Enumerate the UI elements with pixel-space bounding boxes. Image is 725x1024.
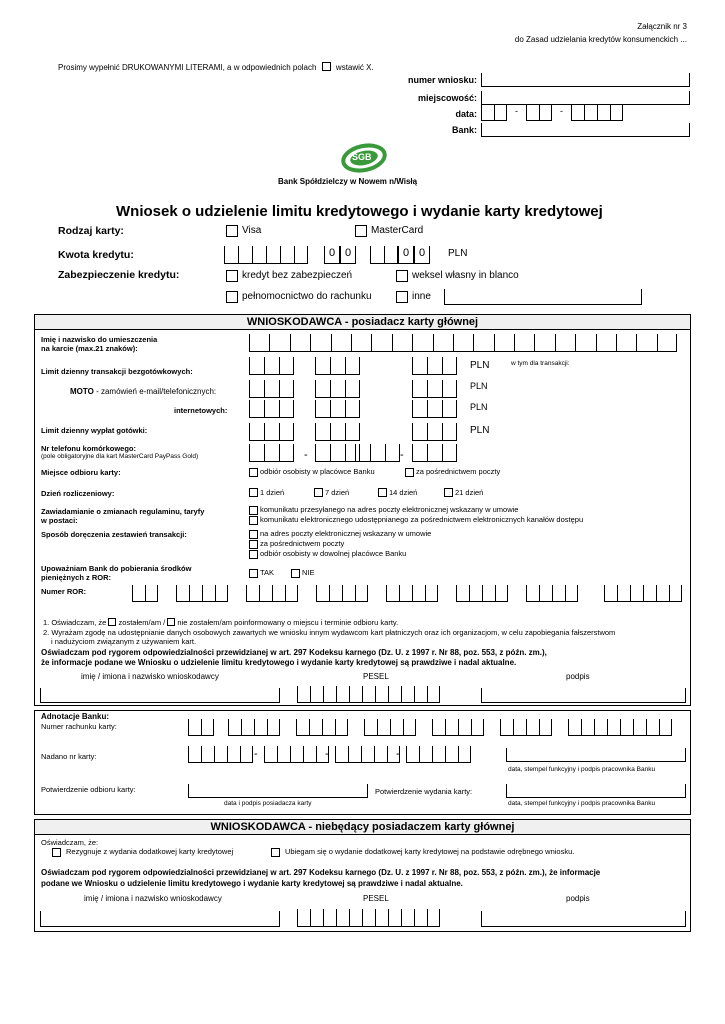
bank-input[interactable] bbox=[482, 123, 688, 136]
statement-branch-label: odbiór osobisty w dowolnej placówce Banku bbox=[260, 549, 407, 558]
ror-number-cells-6[interactable] bbox=[456, 585, 508, 602]
field-tick bbox=[689, 91, 690, 105]
card-type-label: Rodzaj karty: bbox=[58, 225, 124, 237]
settle-day-1-label: 1 dzień bbox=[260, 488, 285, 497]
cash-limit-cells-a[interactable] bbox=[249, 423, 294, 441]
moto-label-bold: MOTO bbox=[70, 387, 94, 396]
cardholder-name-cells[interactable] bbox=[249, 334, 677, 352]
credit-amount-hundreds-cells[interactable] bbox=[370, 246, 398, 264]
supp-oath-line-2: podane we Wniosku o udzielenie limitu kredytowego i wydanie karty kredytowej są prawdziwe i nadal aktualne. bbox=[41, 879, 463, 888]
bank-label: Bank: bbox=[451, 125, 477, 135]
security-label: Zabezpieczenie kredytu: bbox=[58, 269, 180, 281]
card-number-cells-2[interactable] bbox=[264, 746, 329, 763]
pickup-post-checkbox[interactable] bbox=[405, 468, 414, 477]
security-other-checkbox[interactable] bbox=[396, 291, 408, 303]
oath-line-2: że informacje podane we Wniosku o udzielenie limitu kredytowego i wydanie karty kredytowej są prawdziwe i nadal aktualne. bbox=[41, 658, 517, 667]
date-month-cells[interactable] bbox=[526, 105, 552, 121]
ror-number-cells-3[interactable] bbox=[246, 585, 298, 602]
card-number-cells-1[interactable] bbox=[188, 746, 253, 763]
date-dash: - bbox=[560, 106, 563, 116]
internet-currency: PLN bbox=[470, 402, 488, 412]
cashless-limit-label: Limit dzienny transakcji bezgotówkowych: bbox=[41, 367, 193, 376]
per-transaction-label: w tym dla transakcji: bbox=[511, 360, 570, 367]
date-label: data: bbox=[455, 109, 477, 119]
card-number-cells-3[interactable] bbox=[335, 746, 400, 763]
cashless-limit-currency: PLN bbox=[470, 360, 490, 371]
bank-stamp-caption-1: data, stempel funkcyjny i podpis pracownika Banku bbox=[508, 766, 656, 773]
card-account-cells-1[interactable] bbox=[188, 719, 214, 736]
security-none-label: kredyt bez zabezpieczeń bbox=[242, 270, 353, 281]
signature-name-label: imię / imiona i nazwisko wnioskodawcy bbox=[81, 672, 219, 681]
card-number-dash: - bbox=[396, 748, 400, 760]
card-account-cells-6[interactable] bbox=[500, 719, 552, 736]
application-number-label: numer wniosku: bbox=[407, 75, 477, 85]
card-account-label: Numer rachunku karty: bbox=[41, 722, 117, 731]
phone-cells-a[interactable] bbox=[249, 444, 294, 462]
notify-email-label: komunikatu przesyłanego na adres poczty elektronicznej wskazany w umowie bbox=[260, 505, 519, 514]
ror-no-label: NIE bbox=[302, 568, 315, 577]
ror-number-cells-5[interactable] bbox=[386, 585, 438, 602]
card-number-cells-4[interactable] bbox=[406, 746, 471, 763]
supplementary-applicant-section-header: WNIOSKODAWCA - niebędący posiadaczem karty głównej bbox=[34, 819, 691, 835]
cardholder-name-label-2: na karcie (max.21 znaków): bbox=[41, 344, 138, 353]
supp-signature-sign-label: podpis bbox=[566, 894, 590, 903]
attachment-label: Załącznik nr 3 bbox=[637, 22, 687, 31]
moto-label bbox=[70, 387, 216, 396]
statement-email-checkbox[interactable] bbox=[249, 530, 258, 539]
application-number-underline bbox=[481, 86, 689, 87]
security-other-label: inne bbox=[412, 291, 431, 302]
card-number-label: Nadano nr karty: bbox=[41, 752, 97, 761]
bank-stamp-input-2[interactable] bbox=[506, 784, 686, 798]
ror-number-cells-2[interactable] bbox=[176, 585, 228, 602]
signature-input[interactable] bbox=[481, 688, 686, 703]
security-poa-label: pełnomocnictwo do rachunku bbox=[242, 291, 372, 302]
ror-yes-checkbox[interactable] bbox=[249, 569, 258, 578]
ror-number-cells-4[interactable] bbox=[316, 585, 368, 602]
card-issue-label: Potwierdzenie wydania karty: bbox=[375, 787, 473, 796]
field-tick bbox=[689, 123, 690, 137]
bank-stamp-caption-2: data, stempel funkcyjny i podpis pracownika Banku bbox=[508, 800, 656, 807]
moto-currency: PLN bbox=[470, 381, 488, 391]
credit-digit[interactable]: 0 bbox=[324, 246, 340, 264]
settle-day-21-checkbox[interactable] bbox=[444, 488, 453, 497]
phone-cells-c[interactable] bbox=[355, 444, 400, 462]
cash-limit-label: Limit dzienny wypłat gotówki: bbox=[41, 426, 148, 435]
card-account-cells-5[interactable] bbox=[432, 719, 484, 736]
signature-pesel-label: PESEL bbox=[363, 672, 389, 681]
card-account-cells-7[interactable] bbox=[568, 719, 672, 736]
notify-label: Zawiadamianie o zmianach regulaminu, taryfy bbox=[41, 507, 205, 516]
mastercard-checkbox[interactable] bbox=[355, 225, 367, 237]
supp-apply-label: Ubiegam się o wydanie dodatkowej karty kredytowej na podstawie odrębnego wniosku. bbox=[285, 847, 575, 856]
moto-limit-cells-b[interactable] bbox=[315, 380, 360, 398]
supp-signature-input[interactable] bbox=[481, 911, 686, 927]
supp-applicant-name-input[interactable] bbox=[40, 911, 280, 927]
moto-limit-cells-c[interactable] bbox=[412, 380, 457, 398]
card-account-cells-4[interactable] bbox=[364, 719, 416, 736]
ror-authorization-label-2: pieniężnych z ROR: bbox=[41, 573, 112, 582]
internet-label: internetowych: bbox=[174, 406, 228, 415]
cash-limit-currency: PLN bbox=[470, 425, 490, 436]
cash-limit-cells-c[interactable] bbox=[412, 423, 457, 441]
pickup-label: Miejsce odbioru karty: bbox=[41, 468, 121, 477]
settle-day-14-label: 14 dzień bbox=[389, 488, 418, 497]
security-none-checkbox[interactable] bbox=[226, 270, 238, 282]
card-account-cells-3[interactable] bbox=[296, 719, 348, 736]
settle-day-1-checkbox[interactable] bbox=[249, 488, 258, 497]
card-receipt-input[interactable] bbox=[188, 784, 368, 798]
bank-notes-title: Adnotacje Banku: bbox=[41, 712, 110, 721]
moto-limit-cells-a[interactable] bbox=[249, 380, 294, 398]
supp-pesel-cells[interactable] bbox=[297, 909, 440, 927]
statement-post-label: za pośrednictwem poczty bbox=[260, 539, 345, 548]
date-dash: - bbox=[515, 106, 518, 116]
settle-day-7-label: 7 dzień bbox=[325, 488, 350, 497]
credit-currency: PLN bbox=[448, 248, 468, 259]
ror-number-label: Numer ROR: bbox=[41, 587, 87, 596]
notify-channel-label: komunikatu elektronicznego udostępnianego za pośrednictwem elektronicznych kanałów dostępu bbox=[260, 515, 584, 524]
security-bill-label: weksel własny in blanco bbox=[412, 270, 519, 281]
card-receipt-label: Potwierdzenie odbioru karty: bbox=[41, 785, 136, 794]
phone-dash: - bbox=[400, 449, 404, 461]
date-year-cells[interactable] bbox=[571, 105, 623, 121]
phone-note: (pole obligatoryjne dla kart MasterCard PayPass Gold) bbox=[41, 453, 199, 460]
phone-label: Nr telefonu komórkowego: bbox=[41, 444, 137, 453]
statement-branch-checkbox[interactable] bbox=[249, 550, 258, 559]
declaration-1 bbox=[43, 618, 398, 627]
supp-oath-line-1: Oświadczam pod rygorem odpowiedzialności przewidzianej w art. 297 Kodeksu karnego (Dz. U. z 1997 r. Nr 88, poz. 553, z późn. zm.), że informacje bbox=[41, 868, 601, 877]
oath-line-1: Oświadczam pod rygorem odpowiedzialności przewidzianej w art. 297 Kodeksu karnego (Dz. U. z 1997 r. Nr 88, poz. 553, z późn. zm.), bbox=[41, 648, 547, 657]
main-applicant-section-header: WNIOSKODAWCA - posiadacz karty głównej bbox=[34, 314, 691, 330]
supp-resign-checkbox[interactable] bbox=[52, 848, 61, 857]
credit-amount-label: Kwota kredytu: bbox=[58, 249, 134, 261]
security-other-input[interactable] bbox=[444, 289, 642, 305]
instructions-text: Prosimy wypełnić DRUKOWANYMI LITERAMI, a w odpowiednich polach bbox=[58, 63, 317, 72]
bank-name: Bank Spółdzielczy w Nowem n/Wisłą bbox=[278, 177, 418, 186]
date-day-cells[interactable] bbox=[481, 105, 507, 121]
place-label: miejscowość: bbox=[417, 93, 477, 103]
applicant-name-input[interactable] bbox=[40, 688, 280, 703]
visa-checkbox[interactable] bbox=[226, 225, 238, 237]
declaration-2: 2. Wyrażam zgodę na udostępnianie danych osobowych zawartych we wniosku innym wydawcom kart płatniczych oraz ich organizacjom, w celu zapobiegania fałszerstwom bbox=[43, 628, 616, 637]
ror-yes-label: TAK bbox=[260, 568, 275, 577]
form-title: Wniosek o udzielenie limitu kredytowego i wydanie karty kredytowej bbox=[116, 203, 603, 220]
declaration-1-not-informed: nie zostałem/am poinformowany o miejscu i terminie odbioru karty. bbox=[177, 618, 399, 627]
internet-limit-cells-c[interactable] bbox=[412, 400, 457, 418]
supp-apply-checkbox[interactable] bbox=[271, 848, 280, 857]
credit-digit[interactable]: 0 bbox=[414, 246, 430, 264]
credit-amount-thousands-cells[interactable] bbox=[224, 246, 308, 264]
notify-email-checkbox[interactable] bbox=[249, 506, 258, 515]
card-number-dash: - bbox=[325, 748, 329, 760]
cashless-limit-cells-a[interactable] bbox=[249, 357, 294, 375]
phone-cells-d[interactable] bbox=[412, 444, 457, 462]
card-receipt-caption: data i podpis posiadacza karty bbox=[224, 800, 312, 807]
supp-signature-pesel-label: PESEL bbox=[363, 894, 389, 903]
declaration-1-informed: zostałem/am / bbox=[118, 618, 166, 627]
notify-label-2: w postaci: bbox=[41, 516, 78, 525]
informed-checkbox[interactable] bbox=[108, 618, 116, 626]
pickup-branch-checkbox[interactable] bbox=[249, 468, 258, 477]
settle-day-7-checkbox[interactable] bbox=[314, 488, 323, 497]
logo-text: SGB bbox=[352, 152, 372, 162]
bank-underline bbox=[481, 136, 689, 137]
supp-declare-label: Oświadczam, że: bbox=[41, 838, 99, 847]
moto-label-rest: - zamówień e-mail/telefonicznych: bbox=[93, 387, 217, 396]
ror-number-cells-8[interactable] bbox=[604, 585, 682, 602]
cashless-limit-cells-c[interactable] bbox=[412, 357, 457, 375]
settlement-day-label: Dzień rozliczeniowy: bbox=[41, 489, 115, 498]
not-informed-checkbox[interactable] bbox=[167, 618, 175, 626]
pesel-cells[interactable] bbox=[297, 686, 440, 703]
mastercard-label: MasterCard bbox=[371, 225, 424, 236]
statement-post-checkbox[interactable] bbox=[249, 540, 258, 549]
notify-channel-checkbox[interactable] bbox=[249, 516, 258, 525]
application-number-input[interactable] bbox=[482, 73, 688, 86]
phone-cells-b[interactable] bbox=[315, 444, 360, 462]
cashless-limit-cells-b[interactable] bbox=[315, 357, 360, 375]
statement-email-label: na adres poczty elektronicznej wskazany w umowie bbox=[260, 529, 432, 538]
cardholder-name-label: Imię i nazwisko do umieszczenia bbox=[41, 335, 158, 344]
security-poa-checkbox[interactable] bbox=[226, 291, 238, 303]
internet-limit-cells-b[interactable] bbox=[315, 400, 360, 418]
visa-label: Visa bbox=[242, 225, 262, 236]
settle-day-14-checkbox[interactable] bbox=[378, 488, 387, 497]
ror-authorization-label: Upoważniam Bank do pobierania środków bbox=[41, 564, 192, 573]
internet-limit-cells-a[interactable] bbox=[249, 400, 294, 418]
field-tick bbox=[689, 73, 690, 87]
statement-label: Sposób doręczenia zestawień transakcji: bbox=[41, 530, 187, 539]
ror-number-cells-1[interactable] bbox=[132, 585, 158, 602]
signature-sign-label: podpis bbox=[566, 672, 590, 681]
card-account-cells-2[interactable] bbox=[228, 719, 280, 736]
bank-stamp-input-1[interactable] bbox=[506, 748, 686, 762]
instructions-text-end: wstawić X. bbox=[335, 63, 374, 72]
ror-number-cells-7[interactable] bbox=[526, 585, 578, 602]
attachment-subtitle: do Zasad udzielania kredytów konsumenckich ... bbox=[514, 35, 687, 44]
credit-digit[interactable]: 0 bbox=[398, 246, 414, 264]
ror-no-checkbox[interactable] bbox=[291, 569, 300, 578]
security-bill-checkbox[interactable] bbox=[396, 270, 408, 282]
pickup-branch-label: odbiór osobisty w placówce Banku bbox=[260, 467, 375, 476]
card-number-dash: - bbox=[254, 748, 258, 760]
pickup-post-label: za pośrednictwem poczty bbox=[416, 467, 501, 476]
checkbox-example-icon bbox=[322, 62, 331, 71]
supp-signature-name-label: imię / imiona i nazwisko wnioskodawcy bbox=[84, 894, 222, 903]
declaration-2-cont: i nadużyciom związanym z używaniem kart. bbox=[51, 637, 197, 646]
declaration-1-text: 1. Oświadczam, że bbox=[43, 618, 107, 627]
settle-day-21-label: 21 dzień bbox=[455, 488, 484, 497]
cash-limit-cells-b[interactable] bbox=[315, 423, 360, 441]
instructions bbox=[58, 62, 374, 72]
supp-resign-label: Rezygnuje z wydania dodatkowej karty kredytowej bbox=[66, 847, 234, 856]
place-input[interactable] bbox=[482, 91, 688, 104]
credit-digit[interactable]: 0 bbox=[340, 246, 356, 264]
phone-dash: - bbox=[304, 449, 308, 461]
